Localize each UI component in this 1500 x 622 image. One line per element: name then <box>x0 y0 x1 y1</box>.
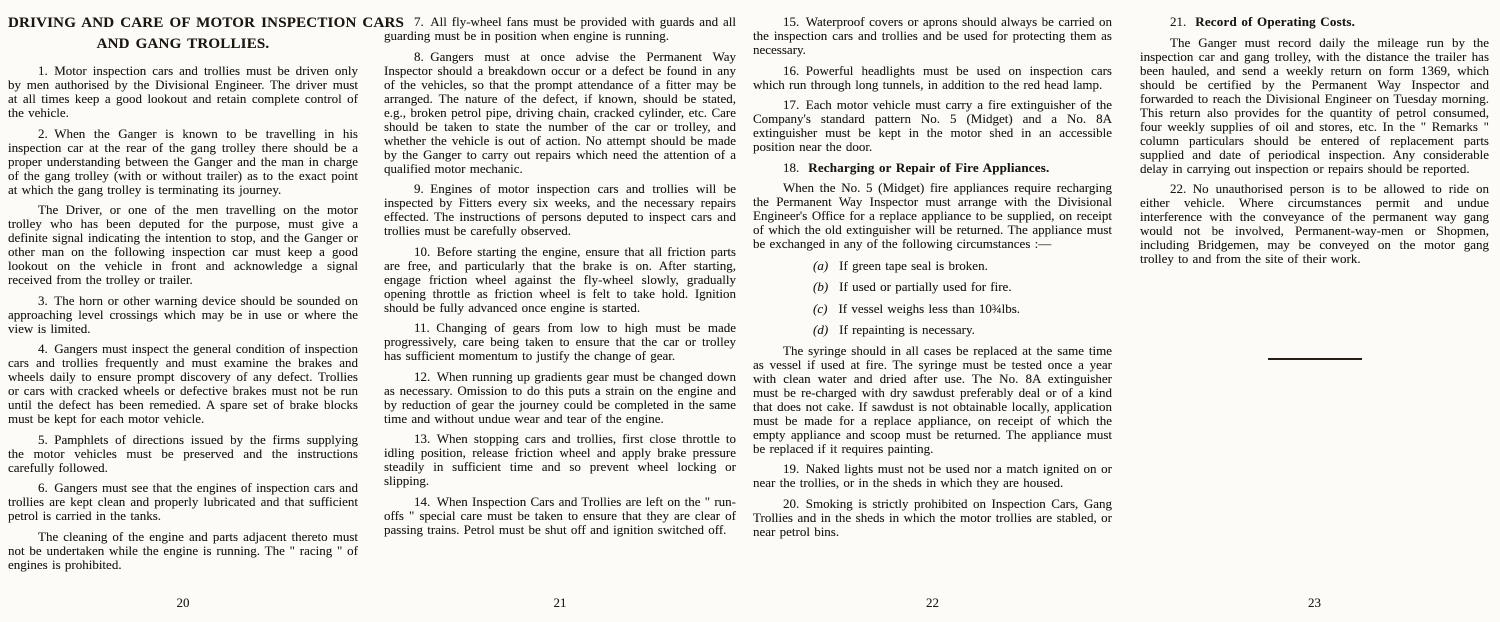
para-18-syringe: The syringe should in all cases be replaced at the same time as vessel if used at fire. The syringe must be tested once a year with clean water and dried after use. The No. 8A extinguisher must be re-charged with dry sawdust preferably deal or of a kind that does not cake. If sawdust is not obtainable locally, application must be made for a replace appliance, on receipt of which the empty appliance and scoop must be returned. The appliance must be replaced if it requires painting. <box>753 342 1112 456</box>
para-9: 9. Engines of motor inspection cars and trollies will be inspected by Fitters every six weeks, and the necessary repairs effected. The instructions of persons deputed to inspect cars and trollies must be carefully observed. <box>384 181 736 238</box>
para-21: The Ganger must record daily the mileage run by the inspection car and gang trolley, with the distance the trailer has been hauled, and send a weekly return on form 1369, which should be certified by the Permanent Way Inspector and forwarded to reach the Divisional Engineer on Tuesday morning. This return also provides for the quantity of petrol consumed, four weekly supplies of oil and stores, etc. In the " Remarks " column particulars should be entered of replacement parts supplied and date of periodical inspection. Any considerable delay in carrying out inspection or repairs should be reported. <box>1140 34 1489 176</box>
para-15: 15. Waterproof covers or aprons should always be carried on the inspection cars and trollies and be used for protecting them as necessary. <box>753 14 1112 57</box>
list-item-b <box>813 280 1112 294</box>
para-5: 5. Pamphlets of directions issued by the firms supplying the motor vehicles must be preserved and the instructions carefully followed. <box>8 431 358 475</box>
document-page-21 <box>384 0 736 622</box>
para-16: 16. Powerful headlights must be used on inspection cars which run through long tunnels, in addition to the red head lamp. <box>753 62 1112 92</box>
section-end-rule <box>1268 358 1362 360</box>
para-18-intro: When the No. 5 (Midget) fire appliances require recharging the Permanent Way Inspector must arrange with the Divisional Engineer's Office for a replace appliance to be supplied, on receipt of which the old extinguisher will be returned. The appliance must be exchanged in any of the following circumstances :— <box>753 180 1112 251</box>
heading-number: 18. <box>783 159 800 175</box>
heading-number: 21. <box>1170 14 1187 29</box>
para-2: 2. When the Ganger is known to be travelling in his inspection car at the rear of the gang trolley there should be a proper understanding between the Ganger and the man in charge of the gang trolley (with or without trailer) as to the exact point at which the gang trolley is terminating its journey. <box>8 125 358 197</box>
list-letter: (b) <box>813 279 829 294</box>
list-text: If repainting is necessary. <box>839 322 975 337</box>
para-22: 22. No unauthorised person is to be allowed to ride on either vehicle. Where circumstances permit and undue interference with the conveyance of the permanent way gang would not be involved, Permanent-way-men or Shopmen, including Bridgemen, may be conveyed on the motor gang trolley to and from the site of their work. <box>1140 181 1489 266</box>
para-7: 7. All fly-wheel fans must be provided with guards and all guarding must be in position when engine is running. <box>384 14 736 43</box>
para-11: 11. Changing of gears from low to high must be made progressively, care being taken to ensure that the car or trolley has sufficient momentum to justify the change of gear. <box>384 320 736 363</box>
para-8: 8. Gangers must at once advise the Permanent Way Inspector should a breakdown occur or a defect be found in any of the vehicles, so that the prompt attendance of a fitter may be arranged. The nature of the defect, if known, should be stated, e.g., broken petrol pipe, driving chain, cracked cylinder, etc. Care should be taken to state the number of the car or trolley, and whether the vehicle is out of action. No attempt should be made by the Ganger to carry out repairs which need the attention of a qualified motor mechanic. <box>384 48 736 176</box>
para-6: 6. Gangers must see that the engines of inspection cars and trollies are kept clean and properly lubricated and that sufficient petrol is carried in the tanks. <box>8 480 358 523</box>
section-heading-21 <box>1140 15 1489 29</box>
para-13: 13. When stopping cars and trollies, first close throttle to idling position, release friction wheel and apply brake pressure steadily in sufficient time and so prevent wheel locking or slipping. <box>384 431 736 488</box>
page-number: 20 <box>176 595 190 610</box>
list-text: If used or partially used for fire. <box>839 279 1012 294</box>
document-title <box>8 13 405 55</box>
para-3: 3. The horn or other warning device should be sounded on approaching level crossings which may be in use or where the view is limited. <box>8 292 358 336</box>
para-1: 1. Motor inspection cars and trollies must be driven only by men authorised by the Divisional Engineer. The driver must at all times keep a good lookout and retain complete control of the vehicle. <box>8 63 358 120</box>
document-page-22 <box>753 0 1112 622</box>
document-page-23 <box>1140 0 1489 622</box>
list-letter: (a) <box>813 257 829 273</box>
title-line-2: AND GANG TROLLIES. <box>96 36 270 52</box>
para-17: 17. Each motor vehicle must carry a fire extinguisher of the Company's standard pattern No. 5 (Midget) and a No. 8A extinguisher must be kept in the motor shed in an accessible position near the door. <box>753 97 1112 154</box>
heading-text: Recharging or Repair of Fire Appliances. <box>808 159 1050 175</box>
list-item-a <box>813 259 1112 273</box>
para-20: 20. Smoking is strictly prohibited on Inspection Cars, Gang Trollies and in the sheds in which the motor trollies are stabled, or near petrol bins. <box>753 495 1112 539</box>
title-line-1: DRIVING AND CARE OF MOTOR INSPECTION CARS <box>8 15 405 31</box>
para-6-continuation: The cleaning of the engine and parts adjacent thereto must not be undertaken while the engine is running. The " racing " of engines is prohibited. <box>8 528 358 572</box>
para-10: 10. Before starting the engine, ensure that all friction parts are free, and particularly that the brake is on. After starting, engage friction wheel against the fly-wheel slowly, gradually opening throttle as friction wheel is felt to take hold. Ignition should be fully advanced once engine is started. <box>384 243 736 315</box>
para-4: 4. Gangers must inspect the general condition of inspection cars and trollies frequently and must examine the brakes and wheels daily to ensure prompt discovery of any defect. Trollies or cars with cracked wheels or defective brakes must not be run until the defect has been remedied. A spare set of brake blocks must be kept for each motor vehicle. <box>8 341 358 426</box>
para-2-continuation: The Driver, or one of the men travelling on the motor trolley who has been deputed for the purpose, must give a definite signal indicating the intention to stop, and the Ganger or other man on the following inspection car must keep a good lookout on the vehicle in front and acknowledge a signal received from the trolley or trailer. <box>8 202 358 287</box>
list-letter: (c) <box>813 300 828 316</box>
heading-text: Record of Operating Costs. <box>1195 14 1356 29</box>
page-number: 21 <box>553 595 567 610</box>
list-item-c <box>813 302 1112 316</box>
para-19: 19. Naked lights must not be used nor a match ignited on or near the trollies, or in the sheds in which they are housed. <box>753 461 1112 490</box>
page-number: 23 <box>1308 595 1321 610</box>
section-heading-18 <box>753 161 1112 175</box>
list-text: If green tape seal is broken. <box>839 257 988 273</box>
para-12: 12. When running up gradients gear must be changed down as necessary. Omission to do this puts a strain on the engine and by reduction of gear the journey could be completed in the same time and without undue wear and tear of the engine. <box>384 368 736 426</box>
list-item-d <box>813 323 1112 337</box>
para-14: 14. When Inspection Cars and Trollies are left on the " run-offs " special care must be taken to ensure that they are clear of passing trains. Petrol must be shut off and ignition switched off. <box>384 493 736 537</box>
page-number: 22 <box>926 595 939 610</box>
exchange-conditions-list <box>813 259 1112 338</box>
document-page-20 <box>8 0 405 622</box>
list-text: If vessel weighs less than 10¾lbs. <box>838 300 1020 316</box>
list-letter: (d) <box>813 322 829 337</box>
